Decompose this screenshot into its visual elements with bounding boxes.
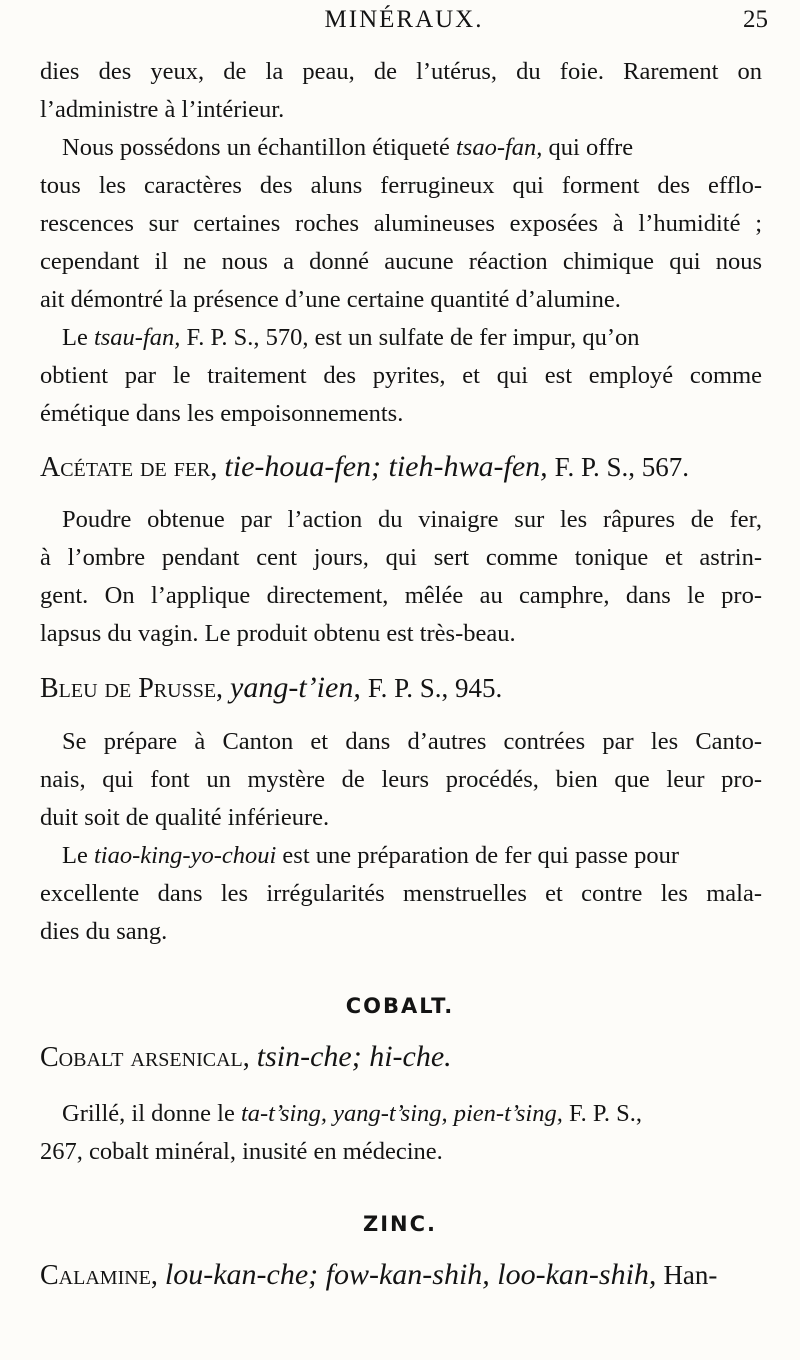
entry-name: Cobalt arsenical, bbox=[40, 1042, 250, 1073]
text-run: Le bbox=[62, 842, 94, 869]
entry-heading bbox=[40, 451, 762, 484]
chinese-term: tsau-fan, bbox=[93, 324, 181, 351]
entry-name: Acétate de fer, bbox=[40, 452, 218, 483]
text-run: qui offre bbox=[542, 134, 634, 161]
text-run: F. P. S., 570, est un sulfate de fer impur, qu’on bbox=[180, 324, 640, 351]
entry-name: Calamine, bbox=[40, 1260, 158, 1291]
page-header bbox=[40, 6, 768, 42]
text-line: ait démontré la présence d’une certaine quantité d’alumine. bbox=[40, 286, 621, 313]
entry-name: Bleu de Prusse, bbox=[40, 673, 224, 704]
text-line bbox=[40, 1098, 762, 1130]
text-line: gent. On l’applique directement, mêlée au camphre, dans le pro- bbox=[40, 582, 762, 609]
text-line: duit soit de qualité inférieure. bbox=[40, 804, 330, 831]
text-line: dies des yeux, de la peau, de l’utérus, du foie. Rarement on bbox=[40, 58, 762, 85]
entry-reference: F. P. S., 567. bbox=[554, 452, 690, 482]
entry-heading bbox=[40, 1259, 762, 1292]
text-line: tous les caractères des aluns ferrugineux qui forment des efflo- bbox=[40, 172, 762, 199]
text-run: Le bbox=[62, 324, 94, 351]
entry-reference: F. P. S., 945. bbox=[367, 673, 503, 703]
text-line: cependant il ne nous a donné aucune réaction chimique qui nous bbox=[40, 248, 762, 275]
section-heading-zinc: ZINC. bbox=[362, 1212, 437, 1236]
text-line: rescences sur certaines roches alumineuses exposées à l’humidité ; bbox=[40, 210, 762, 237]
text-run: F. P. S., bbox=[562, 1100, 642, 1127]
chinese-term: tsao-fan, bbox=[455, 134, 543, 161]
running-head: MINÉRAUX. bbox=[324, 6, 484, 33]
chinese-term: tiao-king-yo-choui bbox=[93, 842, 277, 869]
entry-heading bbox=[40, 672, 762, 705]
text-run: est une préparation de fer qui passe pour bbox=[276, 842, 680, 869]
text-line: lapsus du vagin. Le produit obtenu est très-beau. bbox=[40, 620, 516, 647]
text-line bbox=[40, 840, 762, 872]
text-line: l’administre à l’intérieur. bbox=[40, 96, 285, 123]
text-line: à l’ombre pendant cent jours, qui sert comme tonique et astrin- bbox=[40, 544, 762, 571]
chinese-term: lou-kan-che; fow-kan-shih, loo-kan-shih, bbox=[164, 1258, 657, 1291]
text-run: Nous possédons un échantillon étiqueté bbox=[62, 134, 456, 161]
entry-reference: Han- bbox=[663, 1260, 718, 1290]
text-line bbox=[40, 132, 762, 164]
text-line bbox=[40, 322, 762, 354]
text-line: Poudre obtenue par l’action du vinaigre sur les râpures de fer, bbox=[62, 506, 762, 533]
text-run: Grillé, il donne le bbox=[62, 1100, 241, 1127]
chinese-term: tsin-che; hi-che. bbox=[256, 1040, 452, 1073]
chinese-term: yang-t’ien, bbox=[230, 671, 361, 704]
page-number: 25 bbox=[743, 6, 768, 33]
text-line: émétique dans les empoisonnements. bbox=[40, 400, 404, 427]
text-line: dies du sang. bbox=[40, 918, 168, 945]
text-line: obtient par le traitement des pyrites, et qui est employé comme bbox=[40, 362, 762, 389]
text-line: 267, cobalt minéral, inusité en médecine. bbox=[40, 1138, 443, 1165]
chinese-term: tie-houa-fen; tieh-hwa-fen, bbox=[224, 450, 548, 483]
text-line: nais, qui font un mystère de leurs procédés, bien que leur pro- bbox=[40, 766, 762, 793]
chinese-term: ta-t’sing, yang-t’sing, pien-t’sing, bbox=[240, 1100, 563, 1127]
entry-heading bbox=[40, 1041, 762, 1074]
section-heading-cobalt: COBALT. bbox=[345, 994, 455, 1018]
text-line: Se prépare à Canton et dans d’autres contrées par les Canto- bbox=[62, 728, 762, 755]
text-line: excellente dans les irrégularités menstruelles et contre les mala- bbox=[40, 880, 762, 907]
